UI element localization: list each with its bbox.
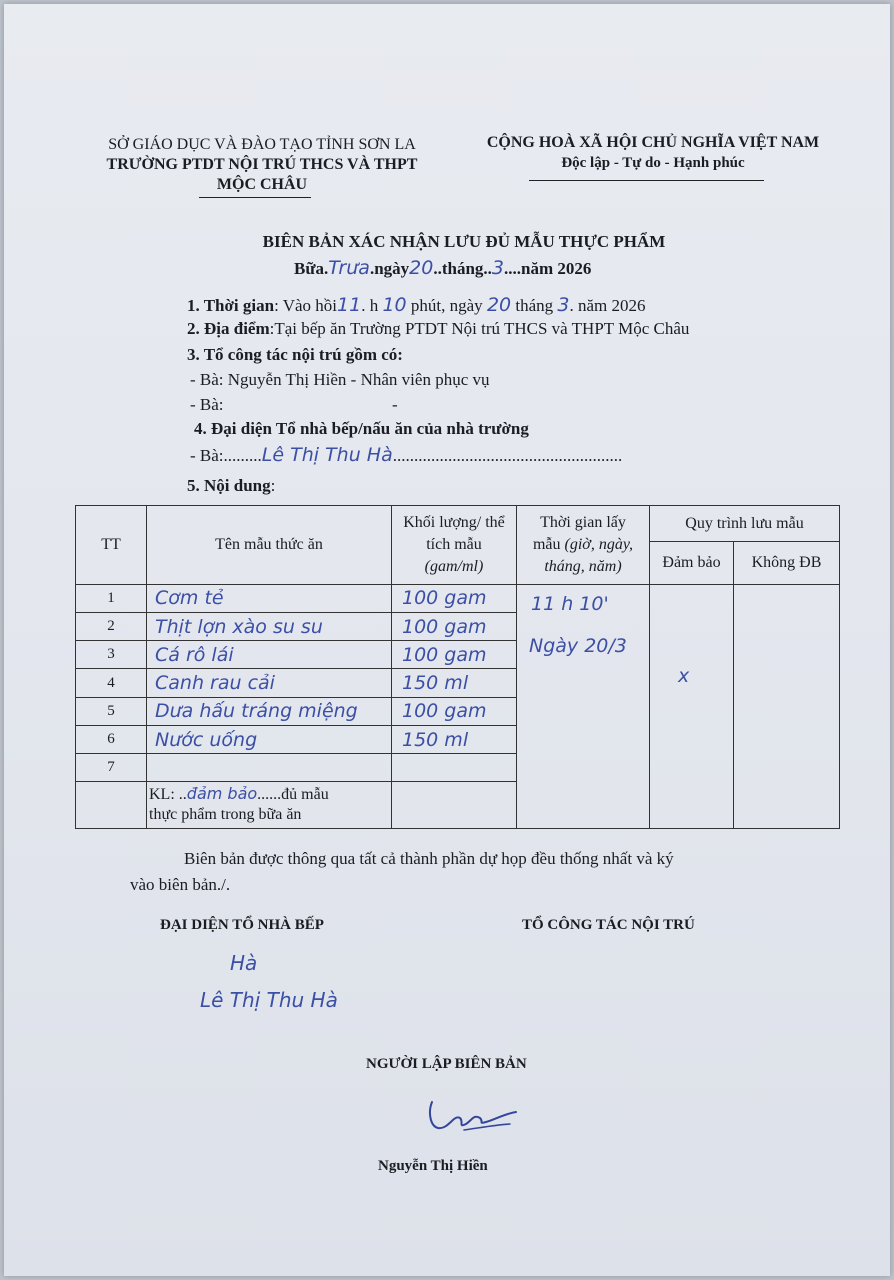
day-value: 20 bbox=[409, 257, 434, 279]
closing-line2: vào biên bản./. bbox=[130, 875, 231, 894]
food-name: Cơm tẻ bbox=[147, 584, 392, 612]
food-name: Dưa hấu tráng miệng bbox=[147, 697, 392, 725]
conclusion-value: đảm bảo bbox=[186, 784, 258, 804]
section-content: 5. Nội dung: bbox=[187, 476, 276, 495]
sample-time-cell bbox=[517, 584, 650, 828]
row-number: 3 bbox=[76, 641, 147, 669]
food-weight: 150 ml bbox=[392, 725, 517, 753]
department-name: SỞ GIÁO DỤC VÀ ĐÀO TẠO TỈNH SƠN LA bbox=[108, 136, 416, 153]
col-tt: TT bbox=[76, 506, 147, 585]
food-weight: 150 ml bbox=[392, 669, 517, 697]
sample-date: Ngày 20/3 bbox=[529, 634, 627, 657]
header-right bbox=[472, 132, 834, 174]
row-number: 1 bbox=[76, 584, 147, 612]
section-team: 3. Tổ công tác nội trú gồm có: bbox=[187, 345, 403, 364]
col-ensured: Đảm bảo bbox=[650, 542, 734, 584]
food-sample-table bbox=[75, 505, 840, 829]
meal-value: Trưa bbox=[328, 257, 370, 279]
food-name: Thịt lợn xào su su bbox=[147, 612, 392, 640]
row-number: 6 bbox=[76, 725, 147, 753]
boarding-team-title: TỔ CÔNG TÁC NỘI TRÚ bbox=[522, 917, 695, 933]
national-title: CỘNG HOÀ XÃ HỘI CHỦ NGHĨA VIỆT NAM bbox=[486, 134, 820, 151]
kitchen-member: - Bà:.........Lê Thị Thu Hà...................................................... bbox=[190, 444, 623, 466]
col-weight: Khối lượng/ thể tích mẫu (gam/ml) bbox=[392, 506, 517, 585]
row-number: 4 bbox=[76, 669, 147, 697]
section-kitchen: 4. Đại diện Tổ nhà bếp/nấu ăn của nhà trường bbox=[194, 419, 529, 438]
kitchen-signature: Hà bbox=[230, 951, 258, 975]
section-location: 2. Địa điểm:Tại bếp ăn Trường PTDT Nội trú THCS và THPT Mộc Châu bbox=[187, 319, 690, 338]
food-name: Cá rô lái bbox=[147, 641, 392, 669]
not-ensured-cell bbox=[734, 584, 840, 828]
food-name: Canh rau cải bbox=[147, 669, 392, 697]
food-weight: 100 gam bbox=[392, 641, 517, 669]
kitchen-rep-title: ĐẠI DIỆN TỔ NHÀ BẾP bbox=[160, 917, 324, 933]
conclusion-tt-cell bbox=[76, 782, 147, 829]
food-weight: 100 gam bbox=[392, 697, 517, 725]
document-page bbox=[4, 4, 890, 1276]
col-procedure: Quy trình lưu mẫu bbox=[650, 506, 840, 542]
col-not-ensured: Không ĐB bbox=[734, 542, 840, 584]
header-right-underline bbox=[529, 180, 764, 181]
row-number: 2 bbox=[76, 612, 147, 640]
kitchen-signer-name: Lê Thị Thu Hà bbox=[200, 988, 338, 1012]
header-left bbox=[92, 135, 432, 195]
header-left-underline bbox=[199, 197, 311, 198]
col-time: Thời gian lấy mẫu (giờ, ngày, tháng, năm) bbox=[517, 506, 650, 585]
kitchen-member-name: Lê Thị Thu Hà bbox=[261, 444, 393, 466]
creator-name: Nguyễn Thị Hiền bbox=[378, 1158, 488, 1174]
row-number: 5 bbox=[76, 697, 147, 725]
ensured-cell bbox=[650, 584, 734, 828]
conclusion-cell: KL: ..đảm bảo......đủ mẫu thực phẩm trong bữa ăn bbox=[147, 782, 392, 829]
school-location: MỘC CHÂU bbox=[216, 176, 308, 193]
month-value: 3 bbox=[491, 257, 505, 279]
food-name: Nước uống bbox=[147, 725, 392, 753]
team-member-1: - Bà: Nguyễn Thị Hiền - Nhân viên phục vụ bbox=[190, 370, 490, 389]
closing-line1: Biên bản được thông qua tất cả thành phần dự họp đều thống nhất và ký bbox=[184, 849, 674, 868]
food-weight: 100 gam bbox=[392, 584, 517, 612]
national-motto: Độc lập - Tự do - Hạnh phúc bbox=[561, 155, 745, 171]
team-member-2-dash: - bbox=[392, 395, 398, 414]
food-weight bbox=[392, 754, 517, 782]
creator-title: NGƯỜI LẬP BIÊN BẢN bbox=[366, 1056, 527, 1072]
creator-signature-icon bbox=[424, 1094, 524, 1140]
col-name: Tên mẫu thức ăn bbox=[147, 506, 392, 585]
food-weight: 100 gam bbox=[392, 612, 517, 640]
meal-line: Bữa.Trưa.ngày20..tháng..3....năm 2026 bbox=[294, 257, 592, 279]
team-member-2: - Bà: bbox=[190, 395, 224, 414]
ensured-mark: x bbox=[678, 664, 690, 687]
conclusion-weight-cell bbox=[392, 782, 517, 829]
school-name: TRƯỜNG PTDT NỘI TRÚ THCS VÀ THPT bbox=[106, 156, 418, 173]
row-number: 7 bbox=[76, 754, 147, 782]
food-name bbox=[147, 754, 392, 782]
document-title: BIÊN BẢN XÁC NHẬN LƯU ĐỦ MẪU THỰC PHẨM bbox=[262, 232, 666, 251]
sample-time: 11 h 10' bbox=[531, 592, 609, 615]
section-time: 1. Thời gian: Vào hồi11. h 10 phút, ngày 20 tháng 3. năm 2026 bbox=[187, 294, 646, 316]
